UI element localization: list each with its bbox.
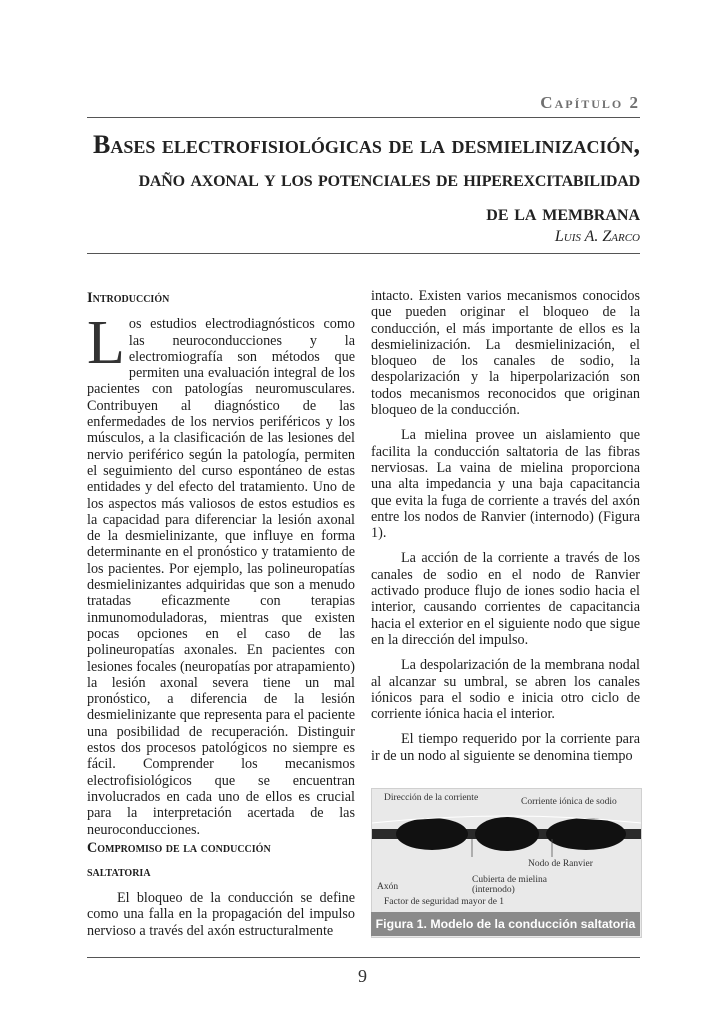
drop-cap: L: [87, 309, 125, 378]
right-paragraph-5: El tiempo requerido por la corriente para ir de un nodo al siguiente se denomina tiempo: [371, 731, 640, 764]
right-paragraph-3: La acción de la corriente a través de los canales de sodio en el nodo de Ranvier activado produce flujo de iones sodio hacia el interior, causando corrientes de capacitancia hacia el exterior en el siguiente nodo que sigue en la dirección del impulso.: [371, 550, 640, 648]
page-number: 9: [358, 966, 367, 986]
title-line-2: daño axonal y los potenciales de hiperexcitabilidad: [138, 166, 640, 191]
label-node-ranvier: Nodo de Ranvier: [528, 859, 593, 869]
bottom-rule: [87, 957, 640, 958]
label-ionic-current: Corriente iónica de sodio: [521, 797, 617, 807]
figure-caption: Figura 1. Modelo de la conducción saltatoria normal.: [371, 912, 640, 936]
block-paragraph: El bloqueo de la conducción se define como una falla en la propagación del impulso nervioso a través del axón estructuralmente: [87, 890, 355, 939]
title-line-1: Bases electrofisiológicas de la desmielinización,: [93, 130, 640, 159]
title-rule: [87, 253, 640, 254]
intro-text: os estudios electrodiagnósticos como las neuroconducciones y la electromiografía son métodos que permiten una evaluación integral de los pacientes con patologías neuromusculares. Contribuyen al diagnóstico de las enfermedades de los nervios periféricos y los músculos, a la clasificación de las lesiones del nervio periférico según la patología, permiten el seguimiento del curso espontáneo de estas entidades y del efecto del tratamiento. Uno de los aspectos más valiosos de estos estudios es la capacidad para diferenciar la lesión axonal de la desmielinizante, que influye en forma determinante en el pronóstico y tratamiento de los pacientes. Por ejemplo, las polineuropatías desmielinizantes adquiridas que son a menudo tratadas eficazmente con terapias inmunomoduladoras, mientras que existen pocas opciones en el caso de las polineuropatías axonales. En pacientes con lesiones focales (neuropatías por atrapamiento) la lesión axonal severa tiene un mal pronóstico, a diferencia de la lesión desmielinizante que representa para el paciente una posibilidad de recuperación. Distinguir estos dos procesos patológicos no siempre es fácil. Comprender los mecanismos electrofisiológicos que se encuentran involucrados en cada uno de ellos es crucial para la interpretación acertada de las neuroconducciones.: [87, 316, 355, 838]
top-rule: [87, 117, 640, 118]
myelin-segment-3: [546, 818, 626, 850]
right-column: [371, 288, 640, 764]
label-axon: Axón: [377, 882, 399, 892]
section-heading-introduccion: Introducción: [87, 290, 170, 306]
intro-paragraph: [87, 309, 355, 838]
myelin-segment-2: [475, 817, 539, 851]
section-heading-compromiso-1: Compromiso de la conducción: [87, 840, 271, 856]
right-paragraph-1: intacto. Existen varios mecanismos conocidos que pueden originar el bloqueo de la conducción, el más importante de ellos es la desmielinización. La desmielinización, el bloqueo de los canales de sodio, la despolarización y la hiperpolarización son todos mecanismos reconocidos que originan bloqueo de la conducción.: [371, 288, 640, 419]
section-heading-compromiso-2: saltatoria: [87, 864, 151, 880]
left-column-lower: [87, 836, 355, 939]
left-column: [87, 290, 355, 838]
label-safety-factor: Factor de seguridad mayor de 1: [384, 897, 505, 907]
label-current-direction: Dirección de la corriente: [384, 793, 479, 803]
chapter-label: Capítulo 2: [540, 93, 640, 112]
label-myelin-2: (internodo): [472, 885, 515, 895]
myelin-segment-1: [396, 818, 468, 850]
chapter-title: [80, 128, 640, 230]
label-myelin: [472, 875, 547, 895]
title-line-3: de la membrana: [486, 200, 640, 225]
right-paragraph-2: La mielina provee un aislamiento que facilita la conducción saltatoria de las fibras nerviosas. La vaina de mielina proporciona una alta impedancia y una baja capacitancia que evita la fuga de corriente a través del axón entre los nodos de Ranvier (internodo) (Figura 1).: [371, 427, 640, 542]
right-paragraph-4: La despolarización de la membrana nodal al alcanzar su umbral, se abren los canales iónicos para el sodio e inicia otro ciclo de corriente iónica hacia el interior.: [371, 657, 640, 723]
author-name: Luis A. Zarco: [554, 228, 640, 245]
label-myelin-1: Cubierta de mielina: [472, 875, 547, 885]
